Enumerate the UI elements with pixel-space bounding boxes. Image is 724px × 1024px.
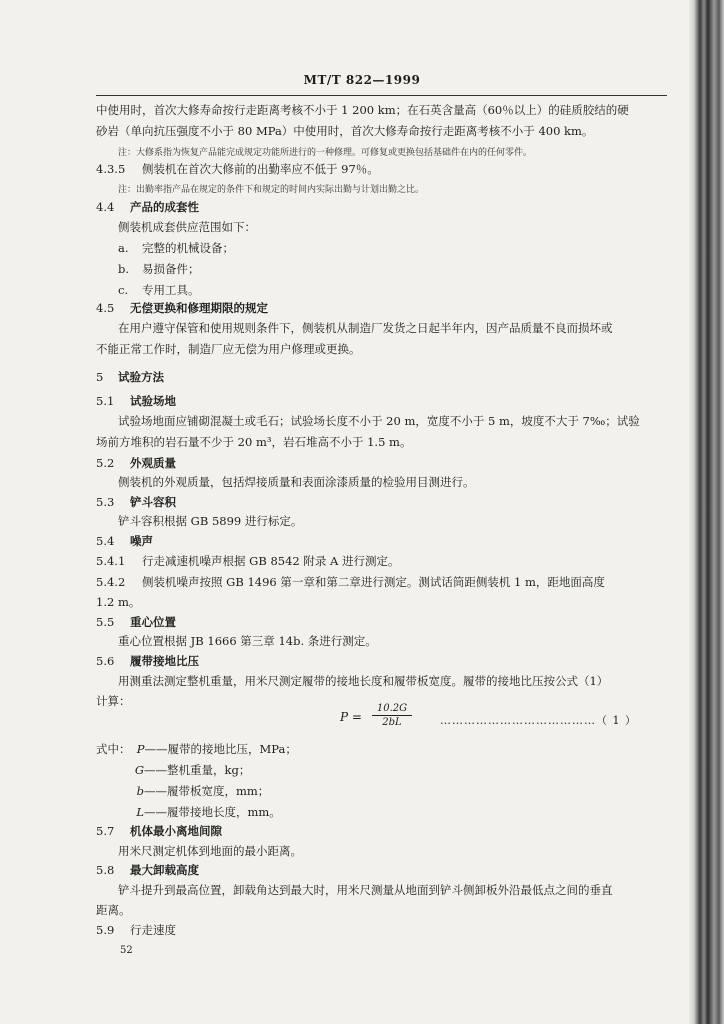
list-label: a. bbox=[118, 241, 129, 255]
section-number: 5 bbox=[96, 370, 104, 384]
list-text: 易损备件； bbox=[142, 262, 200, 276]
paragraph-line: 1.2 m。 bbox=[96, 595, 141, 609]
section-5-4-1 bbox=[96, 553, 400, 569]
section-title: 产品的成套性 bbox=[130, 200, 199, 214]
list-item bbox=[118, 282, 200, 298]
paragraph-line: 试验场地面应铺砌混凝土或毛石；试验场长度不小于 20 m，宽度不小于 5 m，坡度不大于 7‰；试验 bbox=[118, 414, 640, 428]
section-number: 4.4 bbox=[96, 200, 115, 214]
section-title: 铲斗容积 bbox=[130, 495, 176, 509]
variable-definition: ——履带接地长度，mm。 bbox=[144, 805, 281, 819]
variable: P bbox=[136, 742, 145, 756]
variable-definition: ——整机重量，kg； bbox=[144, 763, 251, 777]
note: 注：出勤率指产品在规定的条件下和规定的时间内实际出勤与计划出勤之比。 bbox=[118, 185, 425, 195]
where-label: 式中： bbox=[96, 742, 131, 756]
section-5-9 bbox=[96, 922, 176, 938]
paragraph-line: 距离。 bbox=[96, 903, 131, 917]
section-text: 侧装机在首次大修前的出勤率应不低于 97％。 bbox=[142, 162, 379, 176]
formula-numerator: 10.2G bbox=[372, 703, 412, 716]
variable-definition: ——履带的接地比压，MPa； bbox=[144, 742, 297, 756]
section-text: 行走减速机噪声根据 GB 8542 附录 A 进行测定。 bbox=[142, 554, 400, 568]
list-item bbox=[118, 240, 234, 256]
paragraph-line: 铲斗容积根据 GB 5899 进行标定。 bbox=[118, 514, 303, 528]
section-title: 试验方法 bbox=[118, 370, 164, 384]
section-number: 4.5 bbox=[96, 301, 115, 315]
section-number: 5.7 bbox=[96, 824, 115, 838]
section-4-4 bbox=[96, 199, 199, 215]
list-label: b. bbox=[118, 262, 130, 276]
formula-leader-number: …………………………………（ 1 ） bbox=[440, 714, 637, 727]
section-title: 无偿更换和修理期限的规定 bbox=[130, 301, 268, 315]
section-5-8 bbox=[96, 862, 199, 878]
formula-denominator: 2bL bbox=[382, 717, 402, 728]
section-4-3-5 bbox=[96, 161, 379, 177]
paragraph-line: 不能正常工作时，制造厂应无偿为用户修理或更换。 bbox=[96, 342, 361, 356]
list-text: 完整的机械设备； bbox=[142, 241, 234, 255]
note: 注：大修系指为恢复产品能完成规定功能所进行的一种修理。可修复或更换包括基础件在内的任何零件。 bbox=[118, 148, 533, 158]
list-item bbox=[118, 261, 200, 277]
paragraph-line: 中使用时，首次大修寿命按行走距离考核不小于 1 200 km；在石英含量高（60％以上）的硅质胶结的硬 bbox=[96, 103, 629, 117]
section-5-7 bbox=[96, 823, 222, 839]
page-number: 52 bbox=[120, 945, 133, 956]
where-clause bbox=[118, 762, 250, 778]
where-clause bbox=[118, 783, 269, 799]
section-title: 最大卸载高度 bbox=[130, 863, 199, 877]
section-number: 5.2 bbox=[96, 456, 115, 470]
section-number: 5.8 bbox=[96, 863, 115, 877]
section-number: 5.3 bbox=[96, 495, 115, 509]
variable: L bbox=[136, 805, 144, 819]
paragraph-line: 用测重法测定整机重量，用米尺测定履带的接地长度和履带板宽度。履带的接地比压按公式（1） bbox=[118, 674, 609, 688]
variable-definition: ——履带板宽度，mm； bbox=[144, 784, 270, 798]
section-5-4-2 bbox=[96, 574, 605, 590]
header-rule bbox=[96, 95, 667, 96]
paragraph-line: 侧装机成套供应范围如下： bbox=[118, 220, 256, 234]
paragraph-line: 计算： bbox=[96, 694, 131, 708]
section-number: 5.9 bbox=[96, 923, 115, 937]
paragraph-line: 铲斗提升到最高位置，卸载角达到最大时，用米尺测量从地面到铲斗侧卸板外沿最低点之间的垂直 bbox=[118, 883, 613, 897]
variable: G bbox=[134, 763, 144, 777]
section-4-5 bbox=[96, 300, 268, 316]
variable: b bbox=[136, 784, 144, 798]
paragraph-line: 砂岩（单向抗压强度不小于 80 MPa）中使用时，首次大修寿命按行走距离考核不小于 400 km。 bbox=[96, 124, 594, 138]
paragraph-line: 侧装机的外观质量，包括焊接质量和表面涂漆质量的检验用目测进行。 bbox=[118, 475, 475, 489]
section-5-5 bbox=[96, 614, 176, 630]
section-5 bbox=[96, 369, 164, 385]
binding-edge bbox=[688, 0, 724, 1024]
formula-lhs: P = bbox=[340, 710, 362, 724]
paragraph-line: 场前方堆积的岩石量不少于 20 m³，岩石堆高不小于 1.5 m。 bbox=[96, 435, 412, 449]
paragraph-line: 用米尺测定机体到地面的最小距离。 bbox=[118, 844, 302, 858]
section-5-1 bbox=[96, 393, 176, 409]
section-5-2 bbox=[96, 455, 176, 471]
paragraph-line: 在用户遵守保管和使用规则条件下，侧装机从制造厂发货之日起半年内，因产品质量不良而损坏或 bbox=[118, 321, 613, 335]
section-5-4 bbox=[96, 533, 153, 549]
section-number: 4.3.5 bbox=[96, 162, 126, 176]
section-title: 机体最小离地间隙 bbox=[130, 824, 222, 838]
section-number: 5.5 bbox=[96, 615, 115, 629]
where-clause bbox=[96, 741, 297, 757]
section-title: 履带接地比压 bbox=[130, 654, 199, 668]
section-5-6 bbox=[96, 653, 199, 669]
section-number: 5.4.2 bbox=[96, 575, 126, 589]
formula-fraction bbox=[372, 703, 412, 728]
section-title: 重心位置 bbox=[130, 615, 176, 629]
page-header: MT/T 822—1999 bbox=[303, 73, 421, 87]
section-number: 5.6 bbox=[96, 654, 115, 668]
section-number: 5.1 bbox=[96, 394, 115, 408]
where-clause bbox=[118, 804, 281, 820]
section-title: 试验场地 bbox=[130, 394, 176, 408]
section-title: 外观质量 bbox=[130, 456, 176, 470]
section-title: 噪声 bbox=[130, 534, 153, 548]
section-title: 行走速度 bbox=[130, 923, 176, 937]
section-5-3 bbox=[96, 494, 176, 510]
paragraph-line: 重心位置根据 JB 1666 第三章 14b. 条进行测定。 bbox=[118, 634, 377, 648]
list-label: c. bbox=[118, 283, 129, 297]
list-text: 专用工具。 bbox=[142, 283, 200, 297]
section-text: 侧装机噪声按照 GB 1496 第一章和第二章进行测定。测试话筒距侧装机 1 m，距地面高度 bbox=[142, 575, 605, 589]
section-number: 5.4.1 bbox=[96, 554, 126, 568]
section-number: 5.4 bbox=[96, 534, 115, 548]
